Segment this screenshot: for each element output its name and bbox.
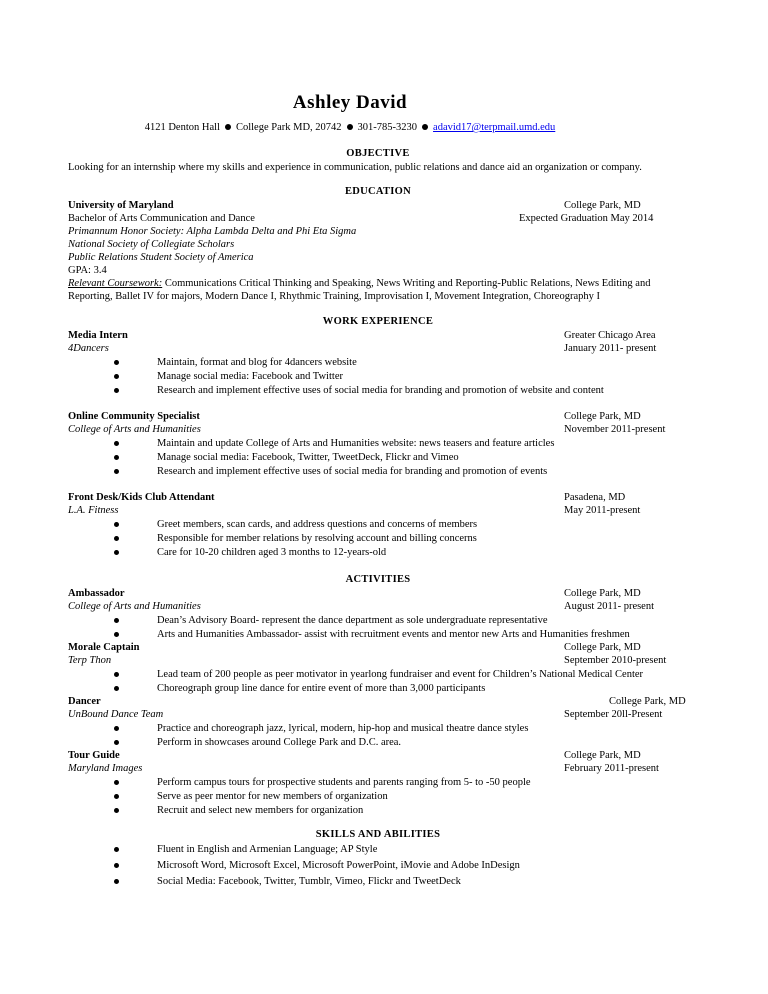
bullet-dot-icon [114, 863, 119, 868]
bullet-dot-icon [114, 469, 119, 474]
bullet-dot-icon [114, 455, 119, 460]
activity-title: Tour Guide [68, 750, 120, 761]
phone: 301-785-3230 [357, 122, 418, 133]
bullet-dot-icon [114, 740, 119, 745]
address: 4121 Denton Hall [144, 122, 220, 133]
degree: Bachelor of Arts Communication and Dance [68, 213, 255, 224]
bullet-dot-icon [114, 550, 119, 555]
job-org: L.A. Fitness [68, 505, 119, 516]
activity-location: College Park, MD [609, 696, 686, 707]
activity-dates: September 2010-present [564, 655, 667, 666]
activity-location: College Park, MD [564, 642, 641, 653]
bullet-dot-icon [114, 780, 119, 785]
bullet-dot-icon [225, 124, 231, 130]
job-title: Online Community Specialist [68, 411, 200, 422]
activity-org: UnBound Dance Team [68, 709, 164, 720]
activity-location: College Park, MD [564, 588, 641, 599]
resume-name: Ashley David [292, 92, 408, 113]
activity-dates: September 20ll-Present [564, 709, 663, 720]
job-dates: November 2011-present [564, 424, 666, 435]
education-heading: EDUCATION [344, 186, 412, 197]
activity-title: Dancer [68, 696, 101, 707]
bullet-dot-icon [114, 794, 119, 799]
bullet-dot-icon [114, 388, 119, 393]
activity-title: Ambassador [68, 588, 125, 599]
bullet-dot-icon [114, 672, 119, 677]
job-location: College Park, MD [564, 411, 641, 422]
job-dates: May 2011-present [564, 505, 641, 516]
activity-org: Terp Thon [68, 655, 112, 666]
graduation-date: Expected Graduation May 2014 [519, 213, 654, 224]
bullet-dot-icon [114, 686, 119, 691]
honor-society: Primannum Honor Society: Alpha Lambda Delta and Phi Eta Sigma [68, 226, 357, 237]
bullet-dot-icon [114, 847, 119, 852]
activity-org: Maryland Images [68, 763, 143, 774]
activity-dates: August 2011- present [564, 601, 655, 612]
honor-society: National Society of Collegiate Scholars [68, 239, 235, 250]
job-location: Greater Chicago Area [564, 330, 656, 341]
bullet-dot-icon [114, 726, 119, 731]
job-title: Media Intern [68, 330, 128, 341]
bullet-dot-icon [114, 536, 119, 541]
job-dates: January 2011- present [564, 343, 657, 354]
bullet-dot-icon [114, 879, 119, 884]
email-link[interactable]: adavid17@terpmail.umd.edu [433, 122, 556, 133]
work-heading: WORK EXPERIENCE [322, 316, 434, 327]
bullet-dot-icon [114, 808, 119, 813]
gpa: GPA: 3.4 [68, 265, 107, 276]
job-location: Pasadena, MD [564, 492, 626, 503]
coursework-label: Relevant Coursework: [68, 278, 163, 289]
coursework-line: Reporting, Ballet IV for majors, Modern Dance I, Rhythmic Training, Improvisation I, Movement Integration, Choreography I [68, 291, 600, 302]
coursework-line: Relevant Coursework: Communications Critical Thinking and Speaking, News Writing and Reporting-Public Relations, News Editing and [68, 278, 651, 289]
bullet-dot-icon [422, 124, 428, 130]
activities-heading: ACTIVITIES [345, 574, 411, 585]
bullet-dot-icon [114, 522, 119, 527]
bullet-dot-icon [114, 360, 119, 365]
job-org: 4Dancers [68, 343, 109, 354]
activity-org: College of Arts and Humanities [68, 601, 201, 612]
school-name: University of Maryland [68, 200, 174, 211]
skills-heading: SKILLS AND ABILITIES [315, 829, 441, 840]
bullet-dot-icon [114, 441, 119, 446]
objective-text: Looking for an internship where my skills and experience in communication, public relations and dance aid an organization or company. [68, 162, 642, 173]
objective-heading: OBJECTIVE [346, 148, 410, 159]
activity-location: College Park, MD [564, 750, 641, 761]
bullet-dot-icon [347, 124, 353, 130]
honor-society: Public Relations Student Society of America [68, 252, 254, 263]
bullet-dot-icon [114, 632, 119, 637]
contact-line [0, 122, 700, 133]
bullet-dot-icon [114, 374, 119, 379]
job-org: College of Arts and Humanities [68, 424, 201, 435]
school-location: College Park, MD [564, 200, 641, 211]
bullet-dot-icon [114, 618, 119, 623]
activity-dates: February 2011-present [564, 763, 659, 774]
job-title: Front Desk/Kids Club Attendant [68, 492, 215, 503]
city: College Park MD, 20742 [235, 122, 342, 133]
activity-title: Morale Captain [68, 642, 140, 653]
